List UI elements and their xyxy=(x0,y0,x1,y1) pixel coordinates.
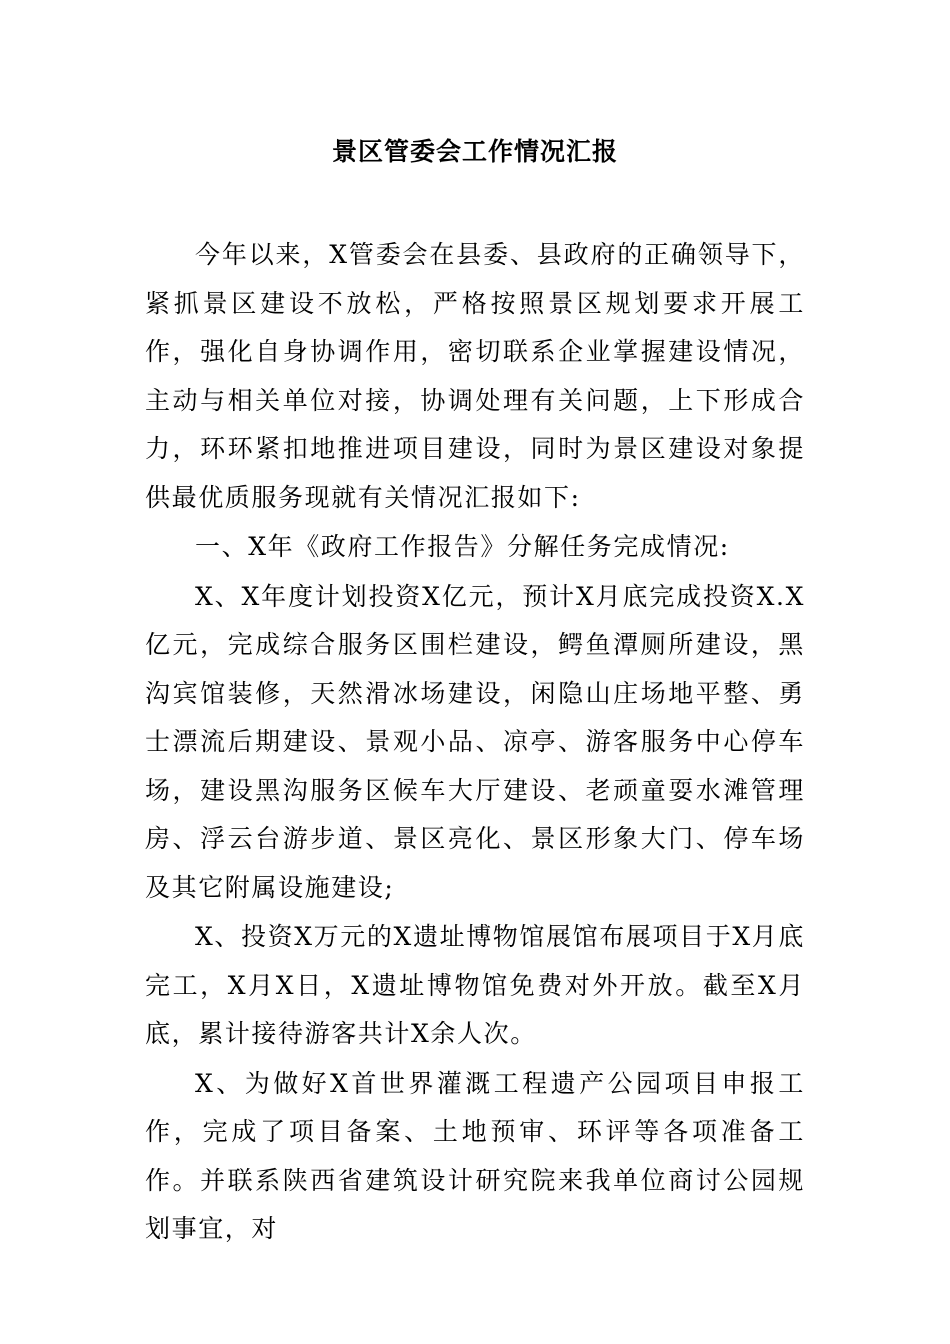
paragraph-intro: 今年以来，X管委会在县委、县政府的正确领导下，紧抓景区建设不放松，严格按照景区规划要求开展工作，强化自身协调作用，密切联系企业掌握建设情况，主动与相关单位对接，协调处理有关问题，上下形成合力，环环紧扣地推进项目建设，同时为景区建设对象提供最优质服务现就有关情况汇报如下: xyxy=(145,240,805,512)
paragraph-item-investment: X、X年度计划投资X亿元，预计X月底完成投资X.X亿元，完成综合服务区围栏建设，鳄鱼潭厕所建设，黑沟宾馆装修，天然滑冰场建设，闲隐山庄场地平整、勇士漂流后期建设、景观小品、凉亭、游客服务中心停车场，建设黑沟服务区候车大厅建设、老顽童耍水滩管理房、浮云台游步道、景区亮化、景区形象大门、停车场及其它附属设施建设; xyxy=(145,581,805,902)
section-heading-1: 一、X年《政府工作报告》分解任务完成情况: xyxy=(195,532,730,561)
document-title: 景区管委会工作情况汇报 xyxy=(331,137,618,166)
paragraph-item-heritage-park: X、为做好X首世界灌溉工程遗产公园项目申报工作，完成了项目备案、土地预审、环评等各项准备工作。并联系陕西省建筑设计研究院来我单位商讨公园规划事宜，对 xyxy=(145,1068,805,1243)
paragraph-item-museum: X、投资X万元的X遗址博物馆展馆布展项目于X月底完工，X月X日，X遗址博物馆免费对外开放。截至X月底，累计接待游客共计X余人次。 xyxy=(145,922,805,1048)
document-body xyxy=(145,231,805,1254)
